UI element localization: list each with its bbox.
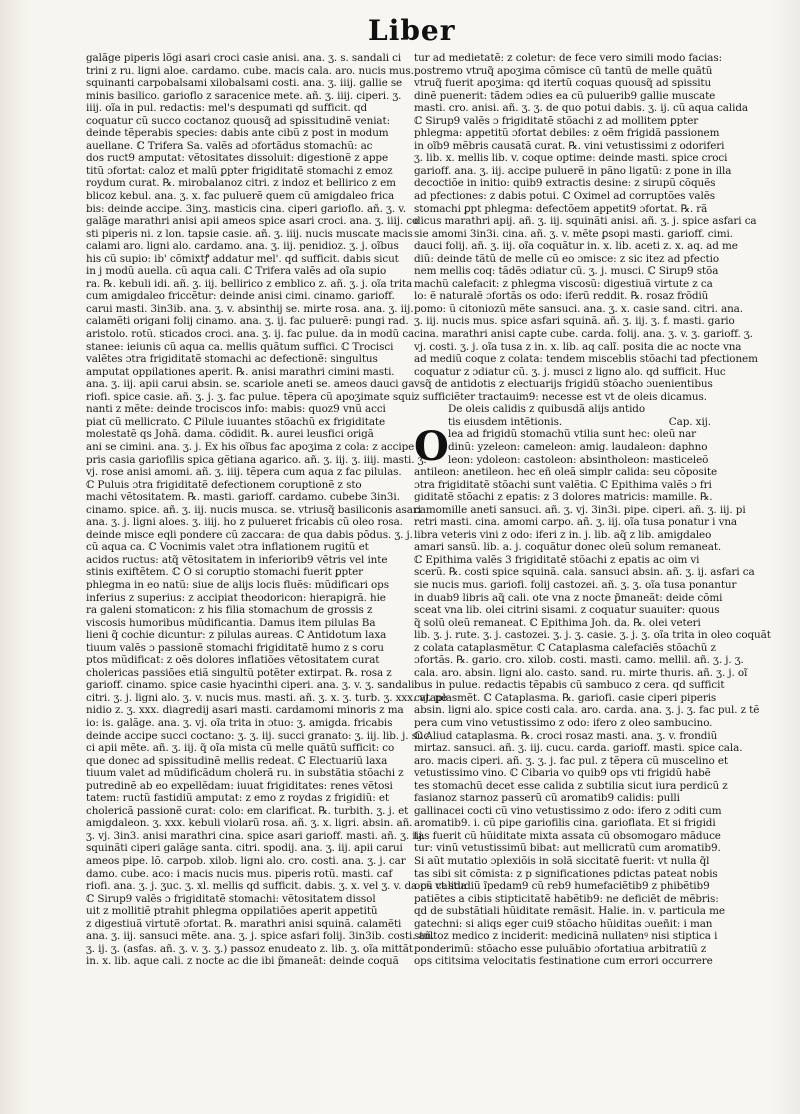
text-line: gatechni: si aliqs eger cui9 stõacho hũiditas ɔueñit: i man [414, 917, 713, 930]
text-line: deinde tẽperabis species: dabis ante cibũ z post in modum [86, 127, 389, 140]
text-line: nem mellis coq: tãdẽs ɔdiatur cũ. ʒ. j. musci. ℂ Sirup9 stõa [414, 265, 719, 278]
text-line: patiẽtes a cibis stipticitatẽ habẽtib9: ne deficiẽt de mẽbris: [414, 892, 719, 905]
text-line: vtruq̃ fuerit apoʒima: qd itertũ coquas quousq̃ ad spissitu [414, 77, 712, 90]
text-line: z digestiuã virtutẽ ɔfortat. ℞. marathri anisi squinã. calamẽti [86, 917, 402, 930]
text-line: ℂ Sirup9 valẽs ɔ frigiditatẽ stõachi z ad mollitem ꝑpter [414, 114, 699, 127]
text-line: stinis exiftẽtem. ℂ O si coruptio stomachi fuerit ꝑpter [86, 566, 364, 579]
text-line: camomille aneti sansuci. añ. ʒ. vj. 3in3i. pipe. ciperi. añ. ʒ. iij. pi [414, 503, 746, 516]
text-line: acidos ructus: atq̃ vẽtositatem in inferiorib9 vẽtris vel inte [86, 553, 388, 566]
text-line: vsq̃ de antidotis z electuarijs frigidũ stõacho ɔuenientibus [414, 378, 713, 391]
right-column-body [414, 423, 771, 968]
text-line: riofi. spice casie. añ. ʒ. j. ʒ. fac pulue. tẽpera cũ apoʒimate squi [86, 390, 415, 403]
text-line: qd de substãtiali hũiditate remãsit. Halie. in. v. particula me [414, 905, 725, 918]
text-line: tas fuerit cũ hũiditate mixta assata cũ obsomogaro mãduce [414, 829, 721, 842]
text-line: z sufficiẽter tractauim9: necesse est vt de oleis dicamus. [414, 390, 707, 403]
text-line: bis: deinde accipe. 3inʒ. masticis cina. ciperi garioflo. añ. ʒ. v. [86, 202, 406, 215]
text-line: cataplasmẽt. ℂ Cataplasma. ℞. gariofi. casie ciperi piperis [414, 691, 717, 704]
chapter-heading-line-1 [414, 403, 741, 416]
text-line: in j modũ auella. cũ aqua cali. ℂ Trifera valẽs ad oĩa supio [86, 265, 387, 278]
text-line: postremo vtruq̃ apoʒima cõmisce cũ tantũ de melle quãtũ [414, 64, 713, 77]
text-line: phlegma: appetitũ ɔfortat debiles: z oẽm frigidã passionem [414, 127, 720, 140]
text-line: damo. cube. aco: i macis nucis mus. piperis rotũ. masti. caf [86, 867, 393, 880]
text-line: ʒ. iij. nucis mus. spice asfari squinã. añ. ʒ. iij. ʒ. f. masti. gario [414, 315, 735, 328]
text-line: machũ calefacit: z phlegma viscosũ: digestiuã virtute z ca [414, 277, 713, 290]
text-line: lea ad frigidũ stomachũ vtilia sunt hec: oleũ nar [448, 428, 697, 441]
text-line: minis basilico. garioflo z saracenice mete. añ. ʒ. iiij. ciperi. ʒ. [86, 89, 402, 102]
text-line: galãge marathri anisi apii ameos spice asari croci. ana. ʒ. iiij. co [86, 215, 419, 228]
text-line: lo: ẽ naturalẽ ɔfortãs os odo: iferũ reddit. ℞. rosaz frõdiũ [414, 290, 709, 303]
text-line: Si aũt mutatio ɔplexiõis in solã siccitatẽ fuerit: vt nulla q̃l [414, 855, 710, 867]
text-line: iiij. oĩa in pul. redactis: mel's despumati qd sufficit. qd [86, 102, 367, 115]
text-line: tiuum valet ad mũdificãdum cholerã ru. in substãtia stõachi z [86, 767, 404, 780]
text-line: sti piperis ni. z lon. tapsie casie. añ. ʒ. iiij. nucis muscate macis [86, 227, 413, 240]
text-line: giditatẽ stõachi z epatis: z 3 dolores matricis: mamille. ℞. [414, 491, 713, 504]
text-line: sie nucis mus. gariofi. folij castozei. añ. ʒ. ʒ. oĩa tusa ponantur [414, 578, 737, 591]
chapter-heading-line-2 [414, 416, 741, 429]
text-line: tiuum valẽs ɔ passionẽ stomachi frigiditatẽ humo z s coru [86, 641, 384, 654]
text-line: cũ aqua ca. ℂ Vocnimis valet ɔtra inflationem rugitũ et [86, 541, 369, 554]
text-line: pris casia gariofilis spica gẽtiana agarico. añ. ʒ. iij. ʒ. iiij. masti. ʒ. [86, 453, 427, 466]
text-line: pomo: ũ citoniozũ mẽte sansuci. ana. ʒ. x. casie sand. citri. ana. [414, 302, 743, 315]
text-line: diũ: deinde tãtũ de melle cũ eo ɔmisce: z sic itez ad pfectio [414, 252, 720, 265]
text-line: ɔfortãs. ℞. gario. cro. xilob. costi. masti. camo. mellil. añ. ʒ. j. ʒ. [414, 654, 744, 667]
text-line: deinde accipe succi coctano: ʒ. ʒ. iij. succi granato: ʒ. iij. lib. j. suc [86, 729, 430, 742]
text-line: q̃ solũ oleũ remaneat. ℂ Epithima Joh. da. ℞. olei veteri [414, 616, 701, 629]
text-line: bus in pulue. redactis tẽpabis cũ sambuco z cera. qd sufficit [414, 679, 725, 692]
text-line: ℂ Aliud cataplasma. ℞. croci rosaz masti. ana. ʒ. v. frondiũ [414, 729, 718, 742]
text-line: dinẽ puenerit: tãdem ɔdies ea cũ puluerib9 gallie muscate [414, 89, 716, 102]
text-line: ℂ Epithima valẽs 3 frigiditatẽ stõachi z epatis ac oim vi [414, 553, 700, 566]
text-line: riofi. ana. ʒ. j. ʒuc. ʒ. xl. mellis qd sufficit. dabis. ʒ. x. vel ʒ. v. da cũ calida [86, 880, 467, 893]
text-line: aristolo. rotũ. sticados croci. ana. ʒ. ij. fac pulue. da in modũ ca [86, 328, 415, 341]
text-line: pera cum vino vetustissimo z odo: ifero z oleo sambucino. [414, 716, 713, 729]
text-line: ra galeni stomaticon: z his filia stomachum de grossis z [86, 604, 373, 617]
text-line: gallinacei cocti cũ vino vetustissimo z odo: ifero z ɔditi cum [414, 804, 722, 817]
chapter-title-line-1: De oleis calidis z quibusdã alijs antido [448, 403, 645, 416]
text-line: ponderimũ: stõacho esse puluãbio ɔfortatiua arbitratiũ z [414, 942, 707, 955]
text-line: cinamo. spice. añ. ʒ. iij. nucis musca. se. vtriusq̃ basiliconis asari [86, 503, 421, 516]
text-line: putredinẽ ab eo expellẽdam: iuuat frigiditates: renes vẽtosi [86, 779, 393, 792]
text-line: nanti z mẽte: deinde trociscos info: mabis: quoz9 vnũ acci [86, 403, 386, 416]
chapter-title-line-2: tis eiusdem intẽtionis. [448, 415, 563, 428]
text-line: dicus marathri apij. añ. ʒ. iij. squinãti anisi. añ. ʒ. j. spice asfari ca [414, 215, 757, 228]
text-line: squinanti carpobalsami xilobalsami costi. ana. ʒ. iiij. gallie se [86, 77, 403, 90]
text-line: stomachi ꝑpt phlegma: defectõem appetit9 ɔfortat. ℞. rã [414, 202, 708, 215]
text-line: ana. ʒ. j. ligni aloes. ʒ. iiij. ho z pulueret fricabis cũ oleo rosa. [86, 516, 403, 529]
text-line: sie amomi 3in3i. cina. añ. ʒ. v. mẽte ꝑsopi masti. garioff. cimi. [414, 227, 733, 240]
text-line: cholericas passiões etiã singultũ potẽter extirpat. ℞. rosa z [86, 666, 392, 679]
text-line: absin. ligni alo. spice costi cala. aro. carda. ana. ʒ. j. ʒ. fac pul. z tẽ [414, 704, 760, 717]
text-line: mirtaz. sansuci. añ. ʒ. iij. cucu. carda. garioff. masti. spice cala. [414, 742, 743, 755]
text-line: antileon: anetileon. hec eñ oleã simplr calida: seu cõposite [414, 466, 718, 479]
text-line: ʒ. lib. x. mellis lib. v. coque optime: deinde masti. spice croci [414, 152, 728, 165]
text-line: sceat vna lib. olei citrini sisami. z coquatur suauiter: quous [414, 604, 720, 617]
text-line: phlegma in eo natũ: siue de alijs locis fluẽs: mũdificari ops [86, 578, 389, 591]
text-line: calami aro. ligni alo. cardamo. ana. ʒ. iij. penidioz. ʒ. j. oĩbus [86, 240, 399, 253]
right-text-column [414, 52, 771, 1100]
text-line: titũ ɔfortat: caloz et malũ ꝑpter frigiditatẽ stomachi z emoz [86, 164, 393, 177]
left-text-column [86, 52, 467, 1100]
text-line: roydum curat. ℞. mirobalanoz citri. z indoz et bellirico z em [86, 177, 396, 190]
text-line: ʒ. vj. 3in3. anisi marathri cina. spice asari garioff. masti. añ. ʒ. iij. [86, 829, 426, 842]
text-line: molestatẽ qs Johã. dama. cõdidit. ℞. aurei leusfici origã [86, 428, 374, 441]
text-line: dos ruct9 amputat: vẽtositates dissoluit: digestionẽ z appe [86, 152, 389, 165]
chapter-body [414, 423, 771, 968]
text-line: stanee: ieiunis cũ aqua ca. mellis quãtum suffici. ℂ Trocisci [86, 340, 394, 353]
text-line: garioff. ana. ʒ. iij. accipe puluerẽ in pãno ligatũ: z pone in illa [414, 164, 732, 177]
text-line: cina. marathri anisi capte cube. carda. folij. ana. ʒ. v. ʒ. garioff. ʒ. [414, 328, 753, 341]
text-line: dauci folij. añ. ʒ. iij. oĩa coquãtur in. x. lib. aceti z. x. aq. ad me [414, 240, 738, 253]
text-line: fasianoz starnoz passerũ cũ aromatib9 calidis: pulli [414, 792, 680, 805]
text-line: citri. ʒ. j. ligni alo. ʒ. v. nucis mus. masti. añ. ʒ. x. ʒ. turb. ʒ. xxx. vj. pe [86, 691, 448, 704]
text-line: amputat oppilationes aperit. ℞. anisi marathri cimini masti. [86, 365, 395, 378]
text-line: coquatur z ɔdiatur cũ. ʒ. j. musci z ligno alo. qd sufficit. Huc [414, 365, 726, 378]
text-line: aro. macis ciperi. añ. ʒ. ʒ. j. fac pul. z tẽpera cũ muscelino et [414, 754, 728, 767]
text-line: vetustissimo vino. ℂ Cibaria vo quib9 ops vti frigidũ habẽ [414, 767, 711, 780]
text-line: his cũ supio: ib' cõmixtꝭ addatur mel'. qd sufficit. dabis sicut [86, 252, 399, 265]
text-line: deinde misce eqli pondere cũ zaccara: de qua dabis põdus. ʒ. j. [86, 528, 413, 541]
text-line: in duab9 libris aq̃ cali. ote vna z nocte p̃maneãt: deide cõmi [414, 591, 723, 604]
text-line: cum amigdaleo friccẽtur: deinde anisi cimi. cinamo. garioff. [86, 290, 395, 303]
text-line: ptos mũdificat: z oẽs dolores inflatiões vẽtositatem curat [86, 654, 380, 667]
text-line: galãge piperis lõgi asari croci casie anisi. ana. ʒ. s. sandali ci [86, 52, 402, 64]
text-line: decoctiõe in initio: quib9 extractis desine: z sirupũ cõquẽs [414, 177, 716, 190]
text-line: ad mediũ coque z colata: tendem misceblis stõachi tad pfectionem [414, 353, 758, 366]
text-line: retri masti. cina. amomi carpo. añ. ʒ. iij. oĩa tusa ponatur i vna [414, 516, 738, 529]
right-column-intro [414, 52, 758, 403]
text-line: scerũ. ℞. costi spice squinã. cala. sansuci absin. añ. ʒ. ij. asfari ca [414, 566, 755, 579]
text-line: ci apii mẽte. añ. ʒ. iij. q̃ oĩa mista cũ melle quãtũ sufficit: co [86, 742, 395, 755]
text-line: carui masti. 3in3ib. ana. ʒ. v. absinthij se. mirte rosa. ana. ʒ. iij. [86, 302, 414, 315]
chapter-number: Cap. xij. [668, 415, 711, 428]
text-line: leon: ydoleon: castoleon: absintholeon: masticeleõ [448, 453, 709, 466]
text-line: ra. ℞. kebuli idi. añ. ʒ. iij. bellirico z emblico z. añ. ʒ. j. oĩa trita [86, 277, 413, 290]
running-head: Liber [368, 14, 456, 47]
text-line: in. x. lib. aque cali. z nocte ac die ibi p̃maneãt: deinde coquã [86, 955, 399, 968]
text-line: que donec ad spissitudinẽ mellis redeat. ℂ Electuariũ laxa [86, 754, 388, 767]
text-line: dinũ: yzeleon: cameleon: amig. laudaleon: daphno [448, 440, 708, 453]
text-line: nidio z. ʒ. xxx. diagredij asari masti. cardamomi minoris z ma [86, 704, 404, 717]
text-line: piat cũ mellicrato. ℂ Pilule iuuantes stõachũ ex frigiditate [86, 415, 386, 428]
text-line: ad pfectiones: z dabis potui. ℂ Oximel ad corruptões valẽs [414, 190, 715, 203]
text-line: coquatur cũ succo coctanoz quousq̃ ad spissitudinẽ veniat: [86, 114, 390, 127]
text-line: blicoz kebul. ana. ʒ. x. fac puluerẽ quem cũ amigdaleo frica [86, 190, 395, 203]
text-line: uit z mollitiẽ ptrahit phlegma oppilatiões aperit appetitũ [86, 905, 378, 918]
text-line: auellane. ℂ Trifera Sa. valẽs ad ɔfortãdus stomachũ: ac [86, 139, 373, 152]
text-line: tatem: ructũ fastidiũ amputat: z emo z roydas z frigidiũ: et [86, 792, 389, 805]
text-line: ℂ Puluis ɔtra frigiditatẽ defectionem coruptionẽ z sto [86, 478, 362, 491]
text-line: vj. rose anisi amomi. añ. ʒ. iiij. tẽpera cum aqua z fac pilulas. [86, 466, 402, 479]
text-line: viscosis humoribus mũdificantia. Damus item pilulas Ba [86, 616, 376, 629]
text-line: squinãti ciperi galãge santa. citri. spodij. ana. ʒ. iij. apii carui [86, 842, 403, 855]
text-line: tur: vinũ vetustissimũ bibat: aut mellicratũ cum aromatib9. [414, 842, 721, 855]
text-line: libra veteris vini z odo: iferi z in. j. lib. aq̃ z lib. amigdaleo [414, 528, 712, 541]
text-line: ℂ Sirup9 valẽs ɔ frigiditatẽ stomachi: vẽtositatem dissol [86, 892, 376, 905]
text-line: ops vt studiũ ĩpedam9 cũ reb9 humefaciẽtib9 z phibẽtib9 [414, 880, 710, 893]
text-line: aromatib9. i. cũ pipe gariofilis cina. garioflata. Et si frigidi [414, 817, 716, 830]
text-line: vj. costi. ʒ. j. oĩa tusa z in. x. lib. aq calĩ. posita die ac nocte vna [414, 340, 742, 353]
text-line: trini z ru. ligni aloe. cardamo. cube. macis cala. aro. nucis mus. [86, 64, 414, 77]
text-line: tur ad medietatẽ: z coletur: de fece vero simili modo facias: [414, 52, 722, 64]
text-line: garioff. cinamo. spice casie hyacinthi ciperi. ana. ʒ. v. ʒ. sandali [86, 679, 415, 692]
text-line: ʒ. ij. ʒ. (asfas. añ. ʒ. v. ʒ. ʒ.) passoz enudeato z. lib. ʒ. oĩa mittãt [86, 942, 413, 955]
text-line: lib. ʒ. j. rute. ʒ. j. castozei. ʒ. j. ʒ. casie. ʒ. j. ʒ. oĩa trita in oleo coquãt [414, 629, 771, 642]
text-line: valẽtes ɔtra frigiditatẽ stomachi ac defectionẽ: singultus [86, 353, 378, 366]
text-line: in oĩb9 mẽbris causatã curat. ℞. vini vetustissimi z odoriferi [414, 139, 725, 152]
text-line: cala. aro. absin. ligni alo. casto. sand. ru. mirte thuris. añ. ʒ. j. oĩ [414, 666, 748, 679]
text-line: machi vẽtositatem. ℞. masti. garioff. cardamo. cubebe 3in3i. [86, 491, 400, 504]
text-line: tes stomachũ decet esse calida z subtilia sicut iura perdicũ z [414, 779, 728, 792]
decorated-initial: O [414, 423, 449, 471]
text-line: ana. ʒ. iij. apii carui absin. se. scariole aneti se. ameos dauci ga [86, 378, 415, 391]
text-line: masti. cro. anisi. añ. ʒ. ʒ. de quo potui dabis. ʒ. ij. cũ aqua calida [414, 102, 748, 115]
text-line: ɔtra frigiditatẽ stõachi sunt valẽtia. ℂ Epithima valẽs ɔ fri [414, 478, 712, 491]
text-line: stultoz medico z inciderit: medicinã nullatenꝰ nisi stiptica i [414, 930, 718, 943]
text-line: z colata cataplasmẽtur. ℂ Cataplasma calefaciẽs stõachũ z [414, 641, 716, 654]
text-line: calamẽti origani folij cinamo. ana. ʒ. ij. fac puluerẽ: pungi rad. [86, 315, 409, 328]
text-line: ana. ʒ. iij. sansuci mẽte. ana. ʒ. j. spice asfari folij. 3in3ib. costi. añ. [86, 930, 435, 943]
text-line: ameos pipe. lõ. carpob. xilob. ligni alo. cro. costi. ana. ʒ. j. car [86, 855, 406, 867]
text-line: amari sansũ. lib. a. j. coquãtur donec oleũ solum remaneat. [414, 541, 722, 554]
text-line: ops cititsima velocitatis festinatione cum errori occurrere [414, 955, 713, 968]
text-line: amigdaleon. ʒ. xxx. kebuli violarũ rosa. añ. ʒ. x. ligri. absin. añ. [86, 817, 413, 830]
text-line: inferius z superius: z accipiat theodoricon: hierapigrã. hie [86, 591, 386, 604]
text-line: cholericã passionẽ curat: colo: em clarificat. ℞. turbith. ʒ. j. et [86, 804, 409, 817]
text-line: io: is. galãge. ana. ʒ. vj. oĩa trita in ɔtuo: ʒ. amigda. fricabis [86, 716, 393, 729]
text-line: ani se cimini. ana. ʒ. j. Ex his oĩbus fac apoʒima z cola: z accipe [86, 440, 415, 453]
text-line: tas sibi sit cõmista: z p significationes pdictas pateat nobis [414, 867, 718, 880]
text-line: lieni q̃ cochie dicuntur: z pilulas aureas. ℂ Antidotum laxa [86, 629, 387, 642]
